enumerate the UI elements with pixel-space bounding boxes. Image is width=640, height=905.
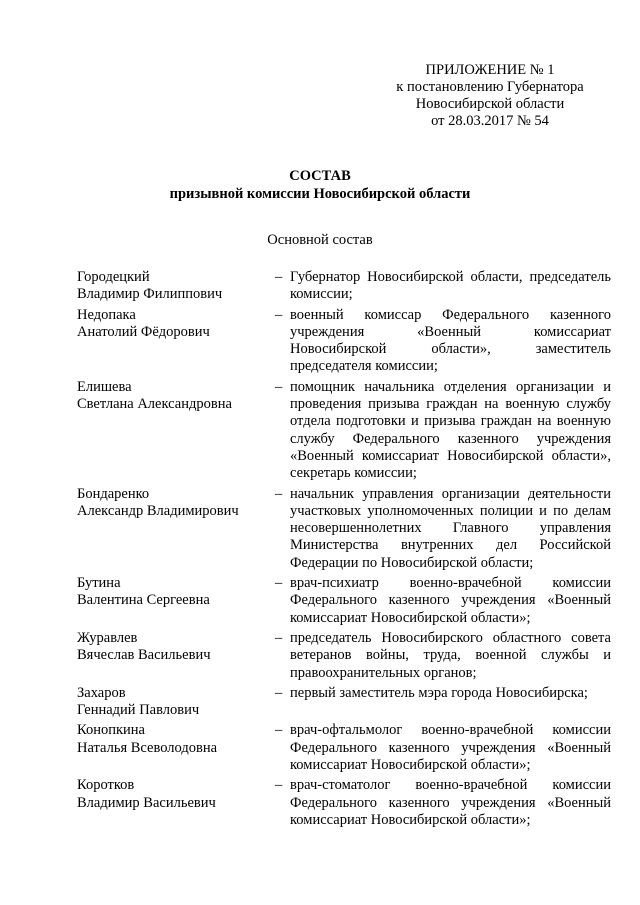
member-surname: Коротков [77,777,135,794]
member-row [77,307,611,376]
member-role: военный комиссар Федерального казенного учреждения «Военный комиссариат Новосибирской области», заместитель председателя комиссии; [290,306,611,375]
member-name [77,630,275,682]
member-row [77,379,611,483]
dash-separator: – [275,378,283,395]
member-surname: Елишева [77,378,132,395]
member-name [77,685,275,720]
member-role: начальник управления организации деятельности участковых уполномоченных полиции и по делам несовершеннолетних Главного управления Министерства внутренних дел Российской Федерации по Новосибирской области; [290,485,611,571]
member-surname: Журавлев [77,629,138,646]
annex-reference: к постановлению Губернатора [396,79,584,95]
member-role: врач-офтальмолог военно-врачебной комиссии Федерального казенного учреждения «Военный комиссариат Новосибирской области»; [290,722,611,774]
member-row [77,630,611,682]
member-name [77,486,275,572]
member-role: врач-психиатр военно-врачебной комиссии Федерального казенного учреждения «Военный комиссариат Новосибирской области»; [290,575,611,626]
member-name [77,379,275,483]
member-given-name: Владимир Филиппович [77,286,223,303]
dash-separator: – [275,629,283,646]
member-given-name: Геннадий Павлович [77,702,200,719]
member-name [77,722,275,774]
document-title [0,167,640,203]
member-surname: Захаров [77,684,126,701]
member-given-name: Владимир Васильевич [77,794,216,811]
dash-separator: – [275,306,283,323]
member-row [77,777,611,829]
member-role: Губернатор Новосибирской области, председатель комиссии; [290,269,611,303]
member-surname: Городецкий [77,269,150,285]
member-given-name: Валентина Сергеевна [77,592,210,609]
member-name [77,269,275,304]
member-surname: Недопака [77,306,136,323]
dash-separator: – [275,485,283,502]
dash-separator: – [275,269,283,285]
dash-separator: – [275,684,283,701]
dash-separator: – [275,722,283,739]
member-name [77,307,275,376]
member-row [77,722,611,774]
annex-number: ПРИЛОЖЕНИЕ № 1 [425,62,555,78]
member-given-name: Александр Владимирович [77,502,239,519]
title-subheading: призывной комиссии Новосибирской области [169,186,471,202]
member-surname: Бутина [77,575,121,592]
member-row [77,486,611,572]
member-role: председатель Новосибирского областного совета ветеранов войны, труда, военной службы и правоохранительных органов; [290,629,611,681]
member-given-name: Светлана Александровна [77,396,232,413]
member-name [77,777,275,829]
member-name [77,575,275,627]
member-given-name: Наталья Всеволодовна [77,739,218,756]
member-surname: Конопкина [77,722,145,739]
annex-date: от 28.03.2017 № 54 [431,113,549,129]
members-list [77,269,611,832]
annex-region: Новосибирской области [415,96,565,112]
member-row [77,685,611,720]
member-role: врач-стоматолог военно-врачебной комиссии Федерального казенного учреждения «Военный комиссариат Новосибирской области»; [290,777,611,828]
member-role: помощник начальника отделения организации и проведения призыва граждан на военную службу отдела подготовки и призыва граждан на военную службу Федерального казенного учреждения «Военный комиссариат Новосибирской области», секретарь комиссии; [290,378,611,482]
member-role: первый заместитель мэра города Новосибирска; [290,684,588,701]
member-surname: Бондаренко [77,485,150,502]
member-row [77,575,611,627]
annex-block [380,62,600,130]
title-heading: СОСТАВ [289,168,351,184]
member-given-name: Вячеслав Васильевич [77,647,211,664]
member-row [77,269,611,304]
section-title: Основной состав [267,232,373,248]
dash-separator: – [275,575,283,592]
member-given-name: Анатолий Фёдорович [77,323,210,340]
dash-separator: – [275,777,283,794]
